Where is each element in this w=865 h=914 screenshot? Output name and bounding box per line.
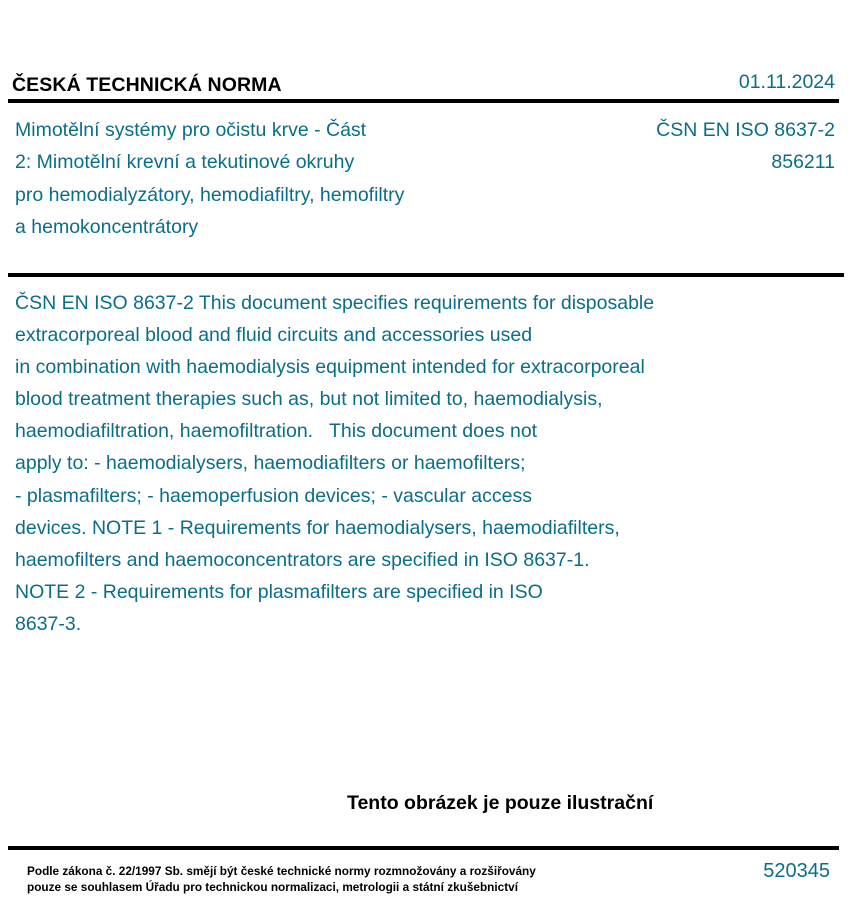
abstract-line: apply to: - haemodialysers, haemodiafilters or haemofilters; [15, 452, 526, 475]
norm-title-line: Mimotělní systémy pro očistu krve - Část [15, 119, 367, 141]
abstract-text [15, 287, 815, 640]
header-divider [8, 99, 839, 103]
abstract-line: NOTE 2 - Requirements for plasmafilters are specified in ISO [15, 580, 543, 603]
document-code: 520345 [763, 860, 830, 882]
norm-title [15, 114, 485, 243]
abstract-line: ČSN EN ISO 8637-2 This document specifies requirements for disposable [15, 292, 655, 314]
abstract-line: blood treatment therapies such as, but not limited to, haemodialysis, [15, 388, 603, 411]
legal-notice [27, 863, 536, 895]
abstract-line: devices. NOTE 1 - Requirements for haemodialysers, haemodiafilters, [15, 516, 620, 539]
norm-reference [656, 114, 835, 179]
abstract-line: - plasmafilters; - haemoperfusion devices; - vascular access [15, 484, 532, 507]
section-divider [8, 273, 844, 277]
publication-date: 01.11.2024 [738, 71, 835, 93]
footer-divider [8, 846, 839, 850]
abstract-line: in combination with haemodialysis equipment intended for extracorporeal [15, 356, 645, 379]
abstract-line: 8637-3. [15, 612, 82, 635]
abstract-line: haemodiafiltration, haemofiltration. This document does not [15, 420, 538, 443]
norm-title-line: pro hemodialyzátory, hemodiafiltry, hemofiltry [15, 183, 405, 206]
legal-notice-line: Podle zákona č. 22/1997 Sb. smějí být české technické normy rozmnožovány a rozšiřovány [27, 864, 536, 878]
document-header-title: ČESKÁ TECHNICKÁ NORMA [12, 74, 282, 96]
abstract-line: extracorporeal blood and fluid circuits and accessories used [15, 324, 533, 347]
norm-title-line: a hemokoncentrátory [15, 215, 199, 238]
legal-notice-line: pouze se souhlasem Úřadu pro technickou normalizaci, metrologii a státní zkušebnictví [27, 880, 518, 894]
abstract-line: haemofilters and haemoconcentrators are specified in ISO 8637-1. [15, 548, 590, 571]
norm-designation: ČSN EN ISO 8637-2 [656, 119, 835, 141]
norm-class-code: 856211 [771, 151, 835, 174]
norm-title-line: 2: Mimotělní krevní a tekutinové okruhy [15, 151, 355, 174]
illustration-note: Tento obrázek je pouze ilustrační [347, 792, 654, 814]
